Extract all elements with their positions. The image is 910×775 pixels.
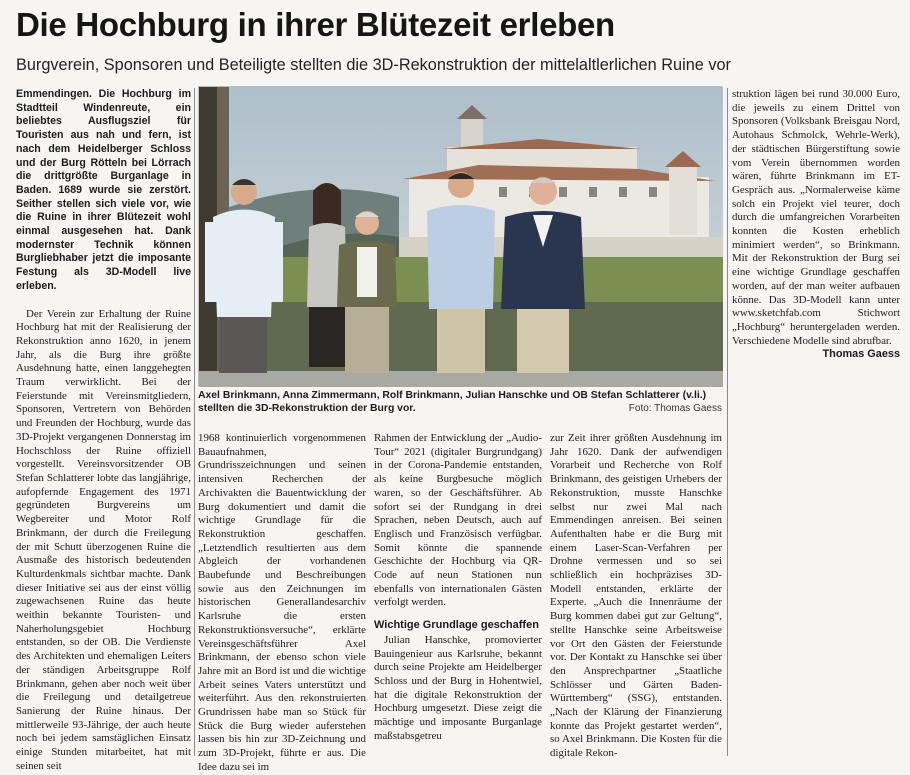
column-rule [727,88,728,756]
headline: Die Hochburg in ihrer Blütezeit erleben [16,6,615,43]
column-3 [374,432,542,756]
section-subtitle: Wichtige Grundlage geschaffen [374,619,539,632]
column-2 [198,432,366,773]
column-rule [194,88,195,756]
lead-text: Die Hochburg im Stadtteil Windenreute, ein beliebtes Ausflugsziel für Touristen aus nah und fern, ist nach dem Heidelberger Schloss und der Burg Rötteln bei Lörrach die drittgrößte Burganlage in Baden. 1689 wurde sie zerstört. Seither stellen sich viele vor, wie die Ruine in ihrer Blütezeit wohl einmal ausgesehen hat. Dank modernster Technik können Burgliebhaber jetzt die imposante Festung als 3D-Modell live erleben. [16,88,191,292]
column-1-text: Der Verein zur Erhaltung der Ruine Hochburg hat mit der Realisierung der Rekonstruktion anno 1620, in jenem Jahr, als die Burg ihre größte Ausdehnung hatte, einen langgehegten Traum verwirklicht. Bei der Feierstunde mit Vereinsmitgliedern, Sponsoren, Vertretern von Behörden und Freunden der Hochburg, wurde das 3D-Projekt vergangenen Donnerstag im Hochschloss der Ruine offiziell vorgestellt. Vereinsvorsitzender OB Stefan Schlatterer lobte das langjährige, aufopfernde Engagement des 1971 gegründeten Burgvereins um Wegbereiter und Motor Rolf Brinkmann, der durch die Freilegung der mit Schutt überzogenen Ruine die Ausmaße des historisch bedeutenden Kulturdenkmals sichtbar machte. Dank dieser Initiative sei aus der einst völlig zugewachsenen Ruine das heute weithin bekannte Touristen- und Naherholungsgebiet Hochburg entstanden, so der OB. Die Verdienste des Architekten und ehemaligen Leiters der ständigen Arbeitsgruppe Rolf Brinkmann, gehen aber noch weit über die Freilegung und detailgetreue Sanierung der Ruine hinaus. Der mittlerweile 93-Jährige, der auch heute noch bei jedem samstäglichen Einsatz einige Stunden mitarbeitet, hat mit seinen seit [16,307,191,772]
column-4-text: zur Zeit ihrer größten Ausdehnung im Jahr 1620. Dank der aufwendigen Vorarbeit und Recherche von Rolf Brinkmann, des geistigen Urhebers der Rekonstruktion, musste Hanschke selbst nur zwei Mal nach Emmendingen anreisen. Bei seinen Aufenthalten habe er die Burg mit einem Laser-Scan-Verfahren per Drohne vermessen und so sei schließlich ein hochpräzises 3D-Modell entstanden, erklärte der Experte. „Auch die Innenräume der Burg kommen dabei gut zur Geltung“, stellte Hanschke seine Arbeitsweise vor Ort den Gästen der Feierstunde vor. Der Kontakt zu Hanschke sei über den Ansprechpartner „Staatliche Schlösser und Gärten Baden-Württemberg“ (SSG), entstanden. „Nach der Klärung der Finanzierung konnte das Projekt gestartet werden“, so Axel Brinkmann. Die Kosten für die digitale Rekon- [550,432,722,760]
column-5-text: struktion lägen bei rund 30.000 Euro, die jeweils zu einem Drittel von Sponsoren (Volksbank Breisgau Nord, Autohaus Schmolck, Wehrle-Werk), der städtischen Bürgerstiftung sowie vom Verein übernommen worden wären, führte Brinkmann im ET-Gespräch aus. „Normalerweise käme solch ein Projekt viel teurer, doch durch die umfangreichen Vorarbeiten konnten die Kosten erheblich minimiert werden“, so Brinkmann. Mit der Rekonstruktion der Burg sei eine wichtige Grundlage geschaffen worden, auf der man weiter aufbauen könne. Das 3D-Modell kann unter www.sketchfab.com Stichwort „Hochburg“ heruntergeladen werden. Verschiedene Modelle sind abrufbar. [732,88,900,347]
article-photo [198,86,722,386]
dateline: Emmendingen. [16,88,92,100]
column-5 [732,88,900,368]
lead-paragraph [16,88,191,294]
column-3-text-2: Julian Hanschke, promovierter Bauingenieur aus Karlsruhe, bekannt durch seine Projekte am Heidelberger Schloss und der Burg in Hohentwiel, hat die digitale Rekonstruktion der Hochburg umgesetzt. Diese zeigt die mächtige und imposante Burganlage maßstabsgetreu [374,633,542,742]
author-byline: Thomas Gaess [822,348,900,361]
column-1 [16,88,191,772]
photo-caption: Axel Brinkmann, Anna Zimmermann, Rolf Brinkmann, Julian Hanschke und OB Stefan Schlatterer (v.li.) stellten die 3D-Rekonstruktion der Burg vor. [198,390,707,414]
subheadline: Burgverein, Sponsoren und Beteiligte stellten die 3D-Rekonstruktion der mittelaltlerlichen Ruine vor [16,56,731,74]
photo-scene [199,87,723,387]
floor [199,371,723,387]
photo-credit: Foto: Thomas Gaess [628,403,722,414]
column-3-text-1: Rahmen der Entwicklung der „Audio-Tour“ 2021 (digitaler Burgrundgang) in der Corona-Pandemie entstanden, als keine Burgbesuche möglich waren, so der Geschäftsführer. Ab sofort sei der Rundgang in drei Sprachen, neben Deutsch, auch auf Englisch und Französisch verfügbar. Somit könnte die spannende Geschichte der Hochburg via QR-Code auf neun Stationen nun ebenfalls von internationalen Gästen verfolgt werden. [374,432,542,609]
column-4 [550,432,722,760]
column-2-text: 1968 kontinuierlich vorgenommenen Bauaufnahmen, Grundrisszeichnungen und seinen intensiven Recherchen der Archivakten die Bauentwicklung der Burg dokumentiert und damit die wichtige Grundlage für die Rekonstruktion geschaffen. „Letztendlich resultierten aus dem Abgleich der vorhandenen Baubefunde und Beschreibungen sowie aus den Zeichnungen im historischen Generallandesarchiv Karlsruhe die ersten Rekonstruktionsversuche“, erklärte Vereinsgeschäftsführer Axel Brinkmann, der ebenso schon viele Jahre mit an Bord ist und die wichtige Arbeit seines Vaters unterstützt und weiterführt. Aus den rekonstruierten Grundrissen habe man so Stück für Stück die Burg wieder auferstehen lassen bis hin zur 3D-Zeichnung und zum 3D-Projekt, führte er aus. Die Idee dazu sei im [198,432,366,773]
